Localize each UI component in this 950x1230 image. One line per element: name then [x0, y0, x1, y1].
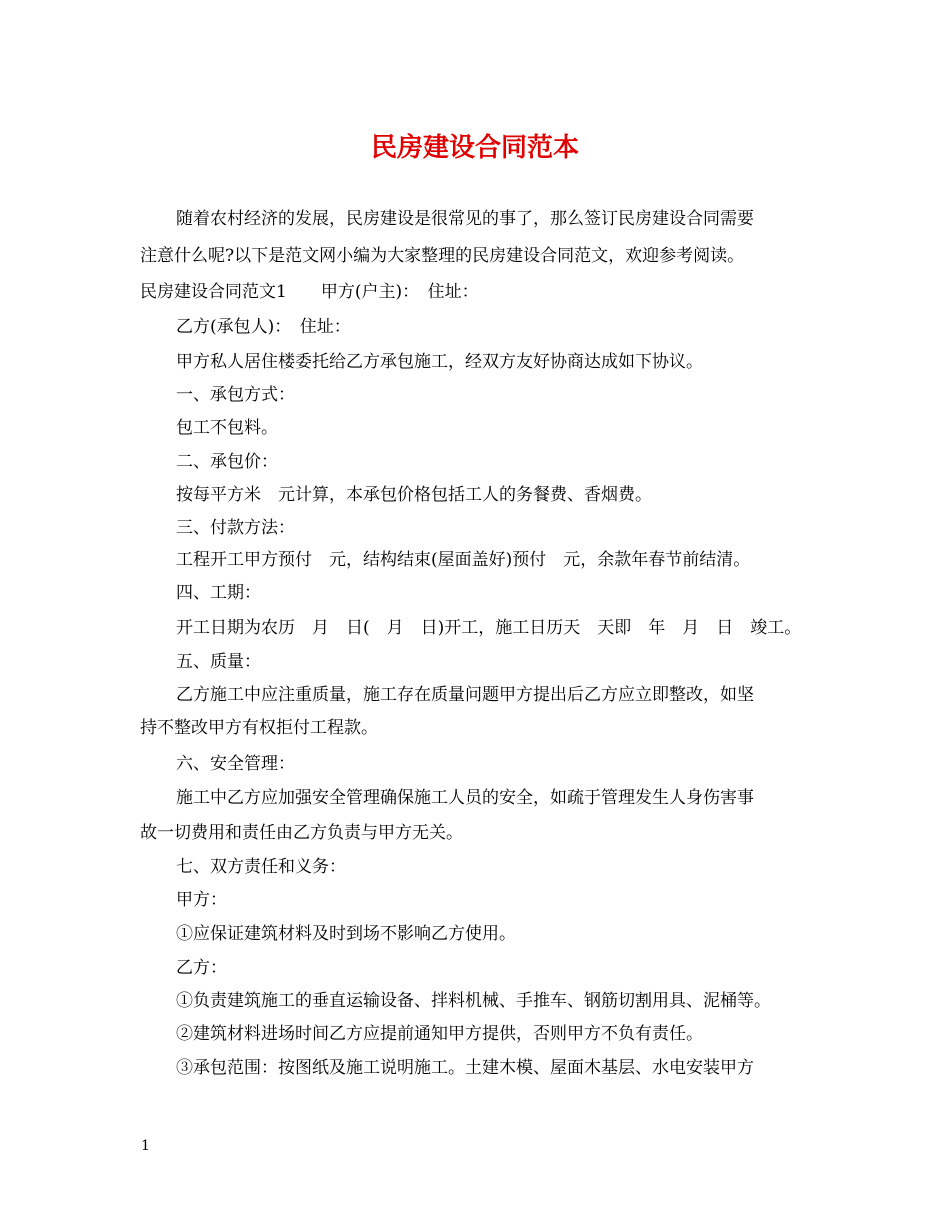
section-heading: 一、承包方式：: [176, 385, 295, 405]
section-heading: 二、承包价：: [176, 452, 278, 472]
section-heading: 七、双方责任和义务：: [176, 857, 346, 877]
body-line: 包工不包料。: [176, 418, 278, 438]
body-line: 随着农村经济的发展，民房建设是很常见的事了，那么签订民房建设合同需要: [176, 209, 754, 229]
body-line: 工程开工甲方预付 元，结构结束(屋面盖好)预付 元，余款年春节前结清。: [176, 550, 751, 570]
body-line: 按每平方米 元计算，本承包价格包括工人的务餐费、香烟费。: [176, 485, 652, 505]
section-heading: 六、安全管理：: [176, 754, 295, 774]
body-line: 民房建设合同范文1 甲方(户主)： 住址：: [140, 282, 479, 302]
body-line: 注意什么呢?以下是范文网小编为大家整理的民房建设合同范文，欢迎参考阅读。: [140, 246, 745, 266]
body-line: 故一切费用和责任由乙方负责与甲方无关。: [140, 823, 463, 843]
body-line: 开工日期为农历 月 日( 月 日)开工，施工日历天 天即 年 月 日 竣工。: [176, 618, 802, 638]
body-line: ①应保证建筑材料及时到场不影响乙方使用。: [176, 924, 516, 944]
body-line: 乙方(承包人)： 住址：: [176, 317, 351, 337]
body-line: 乙方：: [176, 958, 227, 978]
body-line: ①负责建筑施工的垂直运输设备、拌料机械、手推车、钢筋切割用具、泥桶等。: [176, 991, 771, 1011]
body-line: ②建筑材料进场时间乙方应提前通知甲方提供，否则甲方不负有责任。: [176, 1024, 703, 1044]
body-line: 持不整改甲方有权拒付工程款。: [140, 718, 378, 738]
section-heading: 四、工期：: [176, 583, 261, 603]
section-heading: 五、质量：: [176, 652, 261, 672]
body-line: ③承包范围：按图纸及施工说明施工。土建木模、屋面木基层、水电安装甲方: [176, 1058, 754, 1078]
page-number: 1: [141, 1138, 150, 1154]
body-line: 甲方私人居住楼委托给乙方承包施工，经双方友好协商达成如下协议。: [176, 352, 703, 372]
document-title: 民房建设合同范本: [370, 133, 579, 163]
body-line: 乙方施工中应注重质量，施工存在质量问题甲方提出后乙方应立即整改，如坚: [176, 685, 754, 705]
body-line: 施工中乙方应加强安全管理确保施工人员的安全，如疏于管理发生人身伤害事: [176, 788, 754, 808]
section-heading: 三、付款方法：: [176, 518, 295, 538]
body-line: 甲方：: [176, 890, 227, 910]
